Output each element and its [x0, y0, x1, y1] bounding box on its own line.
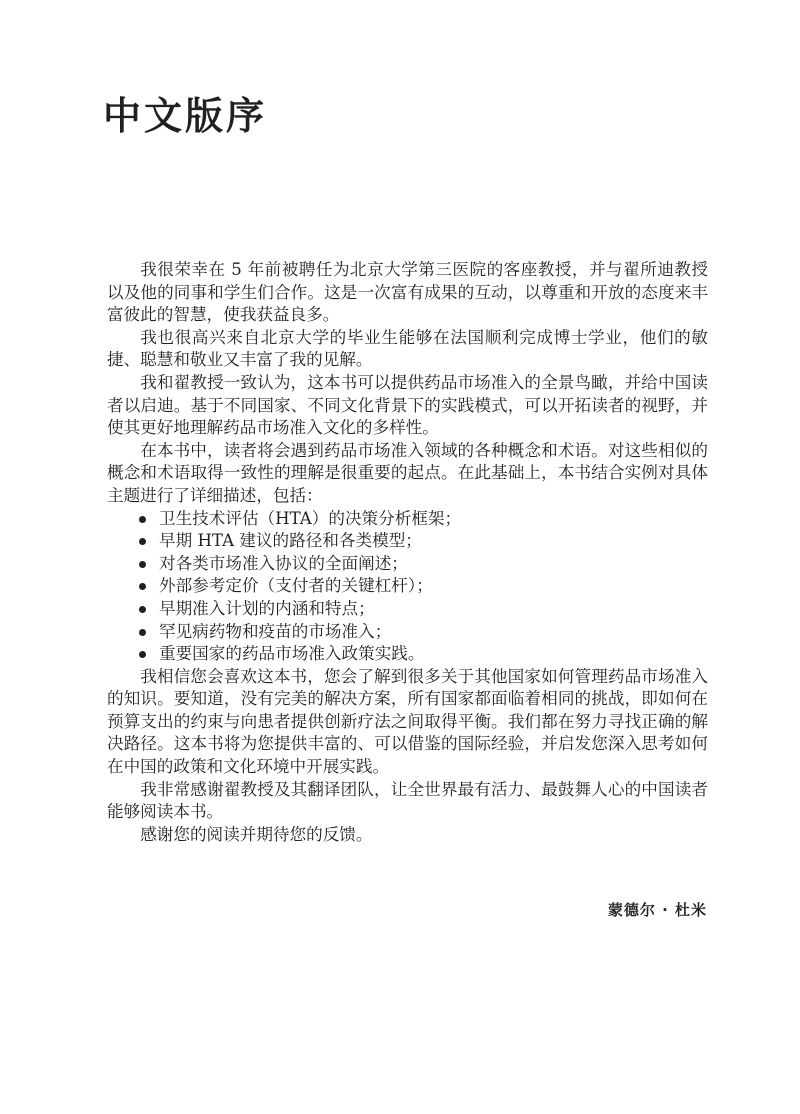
- paragraph-concepts: 在本书中，读者将会遇到药品市场准入领域的各种概念和术语。对这些相似的概念和术语取得一致性的理解是很重要的起点。在此基础上，本书结合实例对具体主题进行了详细描述，包括：: [107, 440, 708, 505]
- bullet-icon: [139, 516, 146, 523]
- list-item-text: 早期 HTA 建议的路径和各类模型；: [159, 531, 422, 551]
- paragraph-appointment: 我很荣幸在 5 年前被聘任为北京大学第三医院的客座教授，并与翟所迪教授以及他的同事和学生们合作。这是一次富有成果的互动，以尊重和开放的态度来丰富彼此的智慧，使我获益良多。: [107, 260, 708, 325]
- list-item-text: 早期准入计划的内涵和特点；: [159, 598, 375, 618]
- author-signature: 蒙德尔 · 杜米: [607, 901, 707, 919]
- list-item: [137, 508, 708, 531]
- list-item-text: 外部参考定价（支付者的关键杠杆）；: [159, 576, 433, 596]
- list-item-text: 对各类市场准入协议的全面阐述；: [159, 553, 408, 573]
- preface-body: [107, 259, 708, 846]
- list-item: [137, 598, 708, 621]
- page-title: 中文版序: [103, 94, 268, 138]
- list-item-text: 卫生技术评估（HTA）的决策分析框架；: [159, 508, 462, 528]
- bullet-icon: [139, 629, 146, 636]
- bullet-icon: [139, 651, 146, 658]
- bullet-icon: [139, 538, 146, 545]
- bullet-icon: [139, 583, 146, 590]
- paragraph-book-overview: 我和翟教授一致认为，这本书可以提供药品市场准入的全景鸟瞰，并给中国读者以启迪。基于不同国家、不同文化背景下的实践模式，可以开拓读者的视野，并使其更好地理解药品市场准入文化的多样性。: [107, 372, 708, 438]
- paragraph-enjoy-book: 我相信您会喜欢这本书，您会了解到很多关于其他国家如何管理药品市场准入的知识。要知道，没有完美的解决方案，所有国家都面临着相同的挑战，即如何在预算支出的约束与向患者提供创新疗法之间取得平衡。我们都在努力寻找正确的解决路径。这本书将为您提供丰富的、可以借鉴的国际经验，并启发您深入思考如何在中国的政策和文化环境中开展实践。: [107, 666, 708, 777]
- list-item: [137, 643, 708, 666]
- list-item: [137, 553, 708, 576]
- list-item-text: 重要国家的药品市场准入政策实践。: [159, 644, 425, 664]
- list-item: [137, 621, 708, 644]
- paragraph-thanks-team: 我非常感谢翟教授及其翻译团队，让全世界最有活力、最鼓舞人心的中国读者能够阅读本书。: [107, 779, 708, 822]
- list-item: [137, 575, 708, 598]
- topic-list: [107, 508, 708, 666]
- bullet-icon: [139, 561, 146, 568]
- paragraph-closing: 感谢您的阅读并期待您的反馈。: [140, 824, 373, 844]
- list-item-text: 罕见病药物和疫苗的市场准入；: [159, 621, 392, 641]
- list-item: [137, 530, 708, 553]
- paragraph-graduates: 我也很高兴来自北京大学的毕业生能够在法国顺利完成博士学业，他们的敏捷、聪慧和敬业又丰富了我的见解。: [107, 327, 708, 370]
- bullet-icon: [139, 606, 146, 613]
